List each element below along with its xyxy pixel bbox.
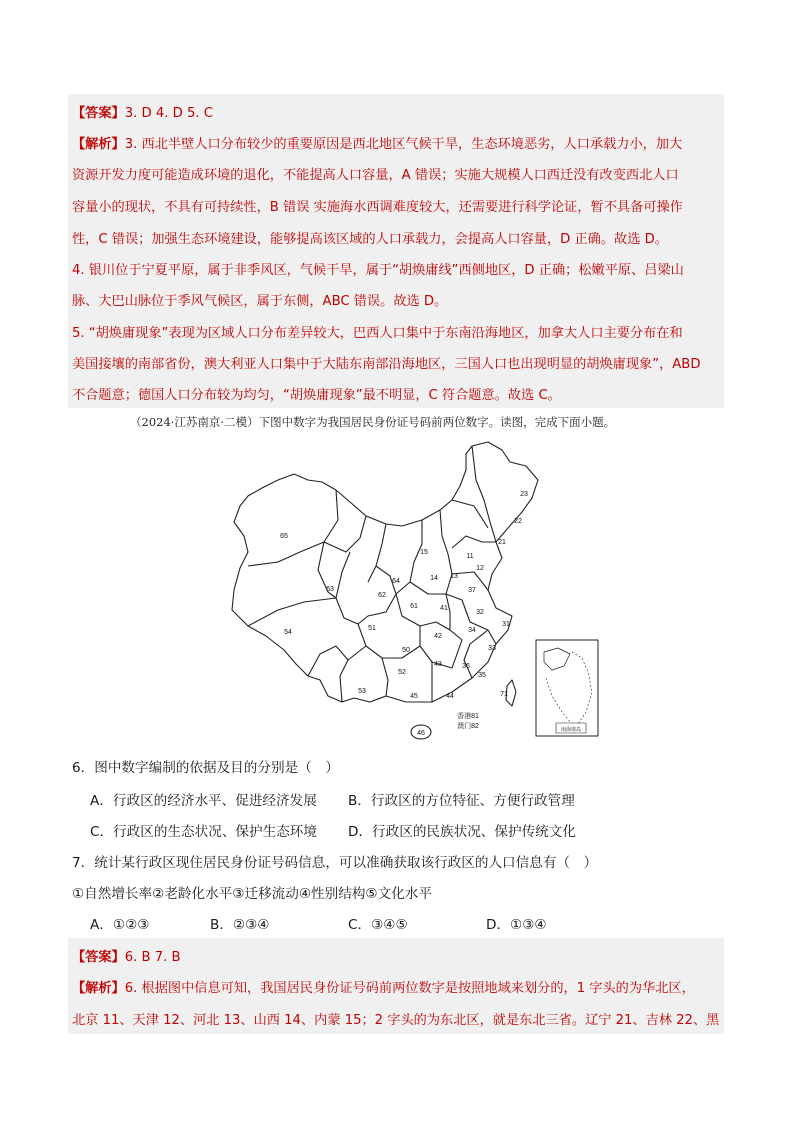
- analysis-text: 6. 根据图中信息可知，我国居民身份证号码前两位数字是按照地域来划分的，1 字头的为华北区，: [124, 981, 695, 996]
- question-7-stem: 7．统计某行政区现住居民身份证号码信息，可以准确获取该行政区的人口信息有（ ）: [72, 855, 598, 871]
- code-label: 23: [520, 491, 528, 498]
- q7-option-a: A．①②③: [90, 917, 150, 933]
- q7-option-b: B．②③④: [210, 917, 270, 933]
- inset-label: 南海诸岛: [560, 727, 582, 733]
- analysis-tag: 【解析】: [72, 981, 125, 996]
- code-label: 61: [410, 603, 418, 610]
- code-label: 32: [476, 609, 484, 616]
- code-label: 46: [417, 730, 425, 737]
- analysis-line: 性，C 错误；加强生态环境建设，能够提高该区域的人口承载力，会提高人口容量，D 正确。故选 D。: [72, 232, 668, 247]
- inset-box: [536, 640, 598, 736]
- code-label: 65: [280, 533, 288, 540]
- answer-tag: 【答案】: [72, 950, 125, 965]
- answer-line-1: [72, 102, 722, 121]
- analysis-text: 3. 西北半壁人口分布较少的重要原因是西北地区气候干旱，生态环境恶劣，人口承载力小，加大: [124, 137, 683, 152]
- q7-option-c: C．③④⑤: [348, 917, 408, 933]
- analysis-line: [72, 133, 722, 152]
- q6-option-b: B．行政区的方位特征、方便行政管理: [348, 793, 575, 809]
- hk-label: 香港81: [457, 713, 479, 720]
- question-intro: （2024·江苏南京·二模）下图中数字为我国居民身份证号码前两位数字。读图，完成下面小题。: [130, 415, 616, 429]
- code-label: 15: [420, 549, 428, 556]
- analysis-line: [72, 977, 722, 996]
- code-label: 53: [358, 688, 366, 695]
- q6-option-c: C．行政区的生态状况、保护生态环境: [90, 824, 317, 840]
- answer-text: 6. B 7. B: [124, 950, 181, 965]
- code-label: 63: [326, 586, 334, 593]
- code-label: 13: [450, 573, 458, 580]
- analysis-line: 5. “胡焕庸现象”表现为区域人口分布差异较大，巴西人口集中于东南沿海地区，加拿大人口主要分布在和: [72, 326, 683, 341]
- code-label: 12: [476, 565, 484, 572]
- macau-label: 澳门82: [457, 723, 479, 730]
- code-label: 41: [440, 605, 448, 612]
- code-label: 42: [434, 633, 442, 640]
- code-label: 64: [392, 578, 400, 585]
- analysis-tag: 【解析】: [72, 137, 125, 152]
- q6-option-a: A．行政区的经济水平、促进经济发展: [90, 793, 317, 809]
- answer-line-2: [72, 946, 722, 965]
- code-label: 34: [468, 627, 476, 634]
- question-6-stem: 6．图中数字编制的依据及目的分别是（ ）: [72, 760, 339, 776]
- code-label: 22: [514, 518, 522, 525]
- code-label: 36: [462, 663, 470, 670]
- question-7-items: ①自然增长率②老龄化水平③迁移流动④性别结构⑤文化水平: [72, 886, 432, 902]
- code-label: 43: [434, 661, 442, 668]
- code-label: 35: [478, 672, 486, 679]
- q6-option-d: D．行政区的民族状况、保护传统文化: [348, 824, 576, 840]
- analysis-line: 容量小的现状，不具有可持续性，B 错误 实施海水西调难度较大，还需要进行科学论证，暂不具备可操作: [72, 200, 683, 215]
- answer-text: 3. D 4. D 5. C: [124, 106, 213, 121]
- china-id-code-map: [226, 440, 606, 744]
- code-label: 33: [488, 645, 496, 652]
- code-label: 51: [368, 625, 376, 632]
- analysis-line: 不合题意；德国人口分布较为均匀，“胡焕庸现象”最不明显，C 符合题意。故选 C。: [72, 388, 561, 403]
- code-label: 45: [410, 693, 418, 700]
- code-label: 52: [398, 669, 406, 676]
- code-label: 21: [498, 539, 506, 546]
- code-label: 37: [468, 587, 476, 594]
- analysis-line: 资源开发力度可能造成环境的退化，不能提高人口容量，A 错误；实施大规模人口西迁没有改变西北人口: [72, 168, 679, 183]
- code-label: 31: [502, 621, 510, 628]
- code-label: 14: [430, 575, 438, 582]
- answer-tag: 【答案】: [72, 106, 125, 121]
- analysis-line: 北京 11、天津 12、河北 13、山西 14、内蒙 15；2 字头的为东北区，就是东北三省。辽宁 21、吉林 22、黑: [72, 1013, 720, 1028]
- code-label: 62: [378, 592, 386, 599]
- code-label: 50: [402, 647, 410, 654]
- code-label: 44: [446, 693, 454, 700]
- code-label: 11: [466, 553, 474, 560]
- q7-option-d: D．①③④: [486, 917, 547, 933]
- analysis-line: 4. 银川位于宁夏平原，属于非季风区，气候干旱，属于“胡焕庸线”西侧地区，D 正确；松嫩平原、吕梁山: [72, 263, 684, 278]
- analysis-line: 脉、大巴山脉位于季风气候区，属于东侧，ABC 错误。故选 D。: [72, 294, 448, 309]
- code-label: 54: [284, 629, 292, 636]
- code-label: 71: [500, 691, 508, 698]
- analysis-line: 美国接壤的南部省份，澳大利亚人口集中于大陆东南部沿海地区，三国人口也出现明显的胡焕庸现象”，ABD: [72, 357, 701, 372]
